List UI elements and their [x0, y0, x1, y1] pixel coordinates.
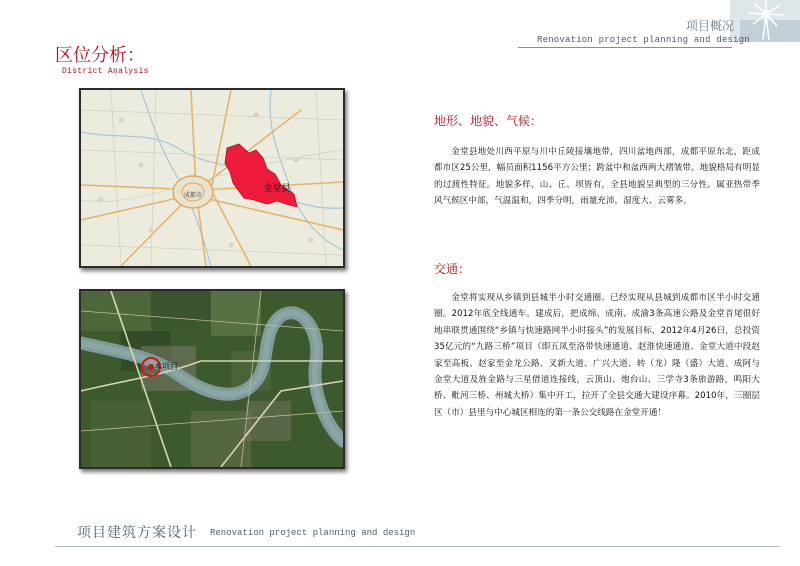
project-marker-label: 本项目	[154, 362, 178, 371]
header-subtitle: Renovation project planning and design	[537, 35, 750, 45]
traffic-paragraph: 金堂将实现从乡镇到县城半小时交通圈、已经实现从县城到成都市区半小时交通圈。2012年底全线通车。建成后，把成绵、成南、成渝3条高速公路及金堂首尾很好地串联贯通围绕“乡镇与快速路网半小时接头”的发展目标，2012年4月26日，总投资35亿元的“九路三桥”项目（即五凤至洛带快速通道、赵淮快速通道、金堂大道中段赵家至高板、赵家至金龙公路、叉新大道、广兴大道、转（龙）隆（盛）大道、成阿与金堂大道及旌金路与三星借道连接线，云顶山、炮台山、三学寺3条旅游路，鸣阳大桥、毗河三桥、州城大桥）集中开工，拉开了全县交通大建设序幕。2010年，三圈层区（市）县里与中心城区相连的第一条公交线路在金堂开通！	[434, 293, 760, 418]
region-road-map	[79, 88, 345, 268]
header-divider	[518, 47, 732, 48]
jintang-county-label: 金堂县	[263, 184, 291, 194]
traffic-heading: 交通：	[434, 262, 471, 276]
terrain-heading: 地形、地貌、气候：	[434, 114, 543, 128]
terrain-paragraph: 金堂县地处川西平原与川中丘陵接壤地带，四川盆地西部，成都平原东北，距成都市区25公里，幅员面积1156平方公里；跨盆中和盆西两大褶皱带。地貌格局有明显的过渡性特征。地貌多样，山、丘、坝皆有，全县地貌呈典型的三分性。属亚热带季风气候区中部，气温温和，四季分明，雨量充沛，湿度大、云雾多。	[434, 147, 760, 207]
footer-title: 项目建筑方案设计	[77, 525, 197, 541]
satellite-map	[79, 289, 345, 469]
header-section-title: 项目概况	[686, 19, 735, 33]
page-title-en: District Analysis	[62, 67, 149, 76]
footer-subtitle: Renovation project planning and design	[210, 528, 416, 538]
chengdu-city-label: 成都市	[183, 192, 203, 199]
footer-divider	[55, 546, 780, 547]
page-title: 区位分析：	[55, 45, 145, 66]
